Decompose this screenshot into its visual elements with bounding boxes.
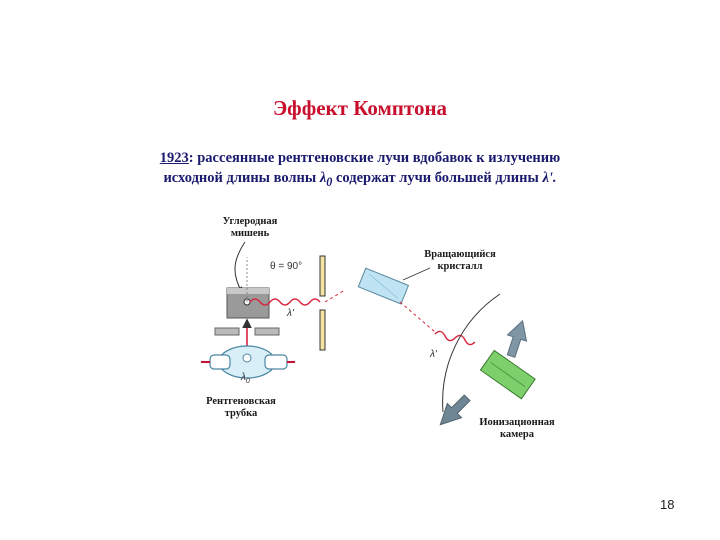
detector-arc bbox=[443, 294, 500, 412]
lambda-scatter-label: λ' bbox=[287, 308, 294, 319]
crystal-label-line1: Вращающийся bbox=[424, 249, 496, 260]
target-label-line1: Углеродная bbox=[222, 216, 278, 227]
ionization-chamber bbox=[480, 350, 535, 398]
rotation-arrow-down bbox=[433, 391, 474, 432]
lambda-detected-label: λ' bbox=[430, 349, 437, 360]
theta-label: θ = 90° bbox=[270, 261, 303, 272]
body-line-1 bbox=[60, 148, 660, 168]
page-number: 18 bbox=[660, 497, 675, 512]
lambda-zero bbox=[319, 170, 333, 189]
tube-label-line2: трубка bbox=[224, 408, 258, 419]
lambda-zero-symbol: λ bbox=[319, 170, 327, 186]
lambda-source-symbol: λ bbox=[241, 372, 246, 383]
body-line-2-middle: содержат лучи большей длины bbox=[332, 170, 543, 186]
tube-label-line1: Рентгеновская bbox=[206, 396, 276, 407]
body-line-2 bbox=[60, 168, 660, 192]
body-line-2-start: исходной длины волны bbox=[163, 170, 320, 186]
target-label-line2: мишень bbox=[230, 228, 270, 239]
chamber-label-line2: камера bbox=[499, 429, 535, 440]
target-pointer bbox=[235, 242, 245, 292]
body-line-1-rest: : рассеянные рентгеновские лучи вдобавок к излучению bbox=[188, 150, 561, 166]
year-label: 1923 bbox=[159, 150, 189, 166]
beam-to-crystal bbox=[325, 290, 345, 302]
lambda-source-sub: 0 bbox=[245, 378, 250, 385]
chamber-label-line1: Ионизационная bbox=[479, 417, 555, 428]
rotating-crystal bbox=[358, 268, 408, 304]
collimator-slits bbox=[320, 256, 325, 350]
lambda-zero-sub: 0 bbox=[326, 174, 333, 189]
compton-apparatus-diagram bbox=[195, 212, 595, 452]
crystal-pointer bbox=[403, 268, 430, 280]
carbon-target bbox=[227, 288, 269, 318]
rotation-arrow-up bbox=[502, 318, 532, 359]
reflected-beam-wave bbox=[435, 331, 475, 344]
xray-tube bbox=[201, 346, 295, 378]
lambda-prime: λ'. bbox=[542, 170, 557, 186]
slide-body-text bbox=[60, 148, 660, 192]
slide-title: Эффект Комптона bbox=[272, 96, 448, 120]
reflected-beam bbox=[400, 302, 435, 332]
crystal-label-line2: кристалл bbox=[437, 261, 483, 272]
